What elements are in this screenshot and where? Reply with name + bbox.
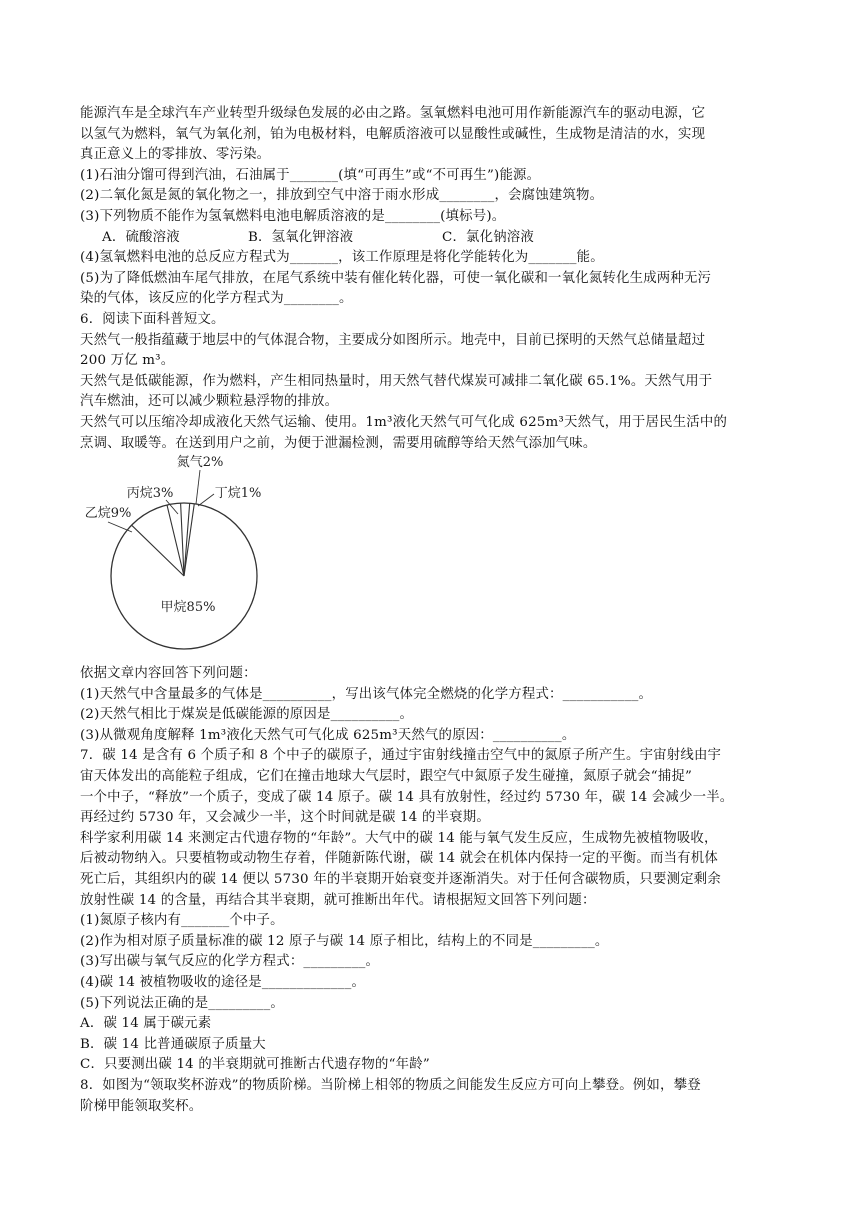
pie-label-乙烷: 乙烷9% bbox=[84, 506, 132, 522]
q7-answer-4: (4)碳 14 被植物吸收的途径是_____________。 bbox=[80, 975, 366, 990]
q7-option-c: C．只要测出碳 14 的半衰期就可推断古代遗存物的“年龄” bbox=[80, 1057, 430, 1073]
q7-option-b: B．碳 14 比普通碳原子质量大 bbox=[80, 1036, 266, 1052]
question-6 bbox=[80, 310, 786, 747]
q6-answer-1: (1)天然气中含量最多的气体是__________，写出该气体完全燃烧的化学方程式：___________。 bbox=[80, 686, 653, 702]
text-line: 死亡后，其组织内的碳 14 便以 5730 年的半衰期开始衰变并逐渐消失。对于任何含碳物质，只要测定剩余 bbox=[80, 872, 721, 888]
pie-leader-line bbox=[198, 494, 214, 506]
document-page bbox=[80, 0, 786, 1117]
question-7 bbox=[80, 746, 786, 1076]
text-line: 7．碳 14 是含有 6 个质子和 8 个中子的碳原子，通过宇宙射线撞击空气中的氮原子所产生。宇宙射线由宇 bbox=[80, 748, 722, 764]
q7-answer-2: (2)作为相对原子质量标准的碳 12 原子与碳 14 原子相比，结构上的不同是_________。 bbox=[80, 933, 609, 949]
text-line: 放射性碳 14 的含量，再结合其半衰期，就可推断出年代。请根据短文回答下列问题： bbox=[80, 892, 596, 908]
natural-gas-pie-chart bbox=[80, 454, 380, 664]
q7-option-a: A．碳 14 属于碳元素 bbox=[80, 1016, 212, 1032]
pie-label-丁烷: 丁烷1% bbox=[214, 486, 262, 502]
pie-leader-line bbox=[196, 470, 200, 504]
option-a: A．硫酸溶液 bbox=[102, 229, 180, 245]
text-line: 汽车燃油，还可以减少颗粒悬浮物的排放。 bbox=[80, 394, 339, 410]
q5-part-1: (1)石油分馏可得到汽油，石油属于_______(填“可再生”或“不可再生”)能源。 bbox=[80, 167, 541, 183]
q5-part-5a: (5)为了降低燃油车尾气排放，在尾气系统中装有催化转化器，可使一氧化碳和一氧化氮转化生成两种无污 bbox=[80, 270, 712, 286]
q7-answer-5: (5)下列说法正确的是_________。 bbox=[80, 995, 284, 1011]
pie-leader-line bbox=[108, 522, 132, 532]
text-line: 天然气是低碳能源，作为燃料，产生相同热量时，用天然气替代煤炭可减排二氧化碳 65.1%。天然气用于 bbox=[80, 373, 713, 389]
question-5-parts bbox=[80, 166, 786, 310]
option-b: B．氢氧化钾溶液 bbox=[248, 229, 354, 245]
question-8 bbox=[80, 1076, 786, 1117]
text-line: 后被动物纳入。只要植物或动物生存着，伴随新陈代谢，碳 14 就会在机体内保持一定的平衡。而当有机体 bbox=[80, 851, 718, 867]
q5-part-4: (4)氢氧燃料电池的总反应方程式为_______，该工作原理是将化学能转化为_______能。 bbox=[80, 250, 604, 266]
pie-label-氮气: 氮气2% bbox=[176, 455, 224, 471]
text-line: 依据文章内容回答下列问题： bbox=[80, 666, 257, 682]
text-line: 真正意义上的零排放、零污染。 bbox=[80, 147, 271, 163]
intro-paragraph bbox=[80, 104, 786, 166]
pie-label-甲烷: 甲烷85% bbox=[160, 600, 216, 616]
text-line: 科学家利用碳 14 来测定古代遗存物的“年龄”。大气中的碳 14 能与氧气发生反应，生成物先被植物吸收， bbox=[80, 830, 718, 846]
q5-part-2: (2)二氧化氮是氮的氧化物之一，排放到空气中溶于雨水形成________，会腐蚀建筑物。 bbox=[80, 188, 604, 204]
text-line: 一个中子，“释放”一个质子，变成了碳 14 原子。碳 14 具有放射性，经过约 5730 年，碳 14 会减少一半。 bbox=[80, 789, 734, 805]
text-line: 再经过约 5730 年，又会减少一半，这个时间就是碳 14 的半衰期。 bbox=[80, 810, 490, 826]
q5-part-5b: 染的气体，该反应的化学方程式为________。 bbox=[80, 291, 353, 307]
text-line: 天然气可以压缩冷却成液化天然气运输、使用。1m³液化天然气可气化成 625m³天然气，用于居民生活中的 bbox=[80, 414, 728, 430]
text-line: 200 万亿 m³。 bbox=[80, 353, 175, 369]
q7-answer-3: (3)写出碳与氧气反应的化学方程式：_________。 bbox=[80, 954, 380, 970]
text-line: 能源汽车是全球汽车产业转型升级绿色发展的必由之路。氢氧燃料电池可用作新能源汽车的驱动电源，它 bbox=[80, 106, 706, 121]
text-line: 以氢气为燃料，氧气为氧化剂，铂为电极材料，电解质溶液可以显酸性或碱性，生成物是清洁的水，实现 bbox=[80, 126, 706, 142]
pie-label-丙烷: 丙烷3% bbox=[126, 486, 174, 502]
q7-answer-1: (1)氮原子核内有_______个中子。 bbox=[80, 913, 284, 929]
text-line: 天然气一般指蕴藏于地层中的气体混合物，主要成分如图所示。地壳中，目前已探明的天然气总储量超过 bbox=[80, 332, 706, 348]
q6-answer-2: (2)天然气相比于煤炭是低碳能源的原因是__________。 bbox=[80, 707, 414, 723]
option-c: C．氯化钠溶液 bbox=[442, 229, 534, 245]
text-line: 宙天体发出的高能粒子组成，它们在撞击地球大气层时，跟空气中氮原子发生碰撞，氮原子就会“捕捉” bbox=[80, 769, 693, 785]
text-line: 8．如图为“领取奖杯游戏”的物质阶梯。当阶梯上相邻的物质之间能发生反应方可向上攀登。例如，攀登 bbox=[80, 1077, 701, 1093]
text-line: 阶梯甲能领取奖杯。 bbox=[80, 1098, 203, 1114]
q5-part-3: (3)下列物质不能作为氢氧燃料电池电解质溶液的是________(填标号)。 bbox=[80, 208, 506, 224]
q5-options bbox=[80, 228, 786, 249]
text-line: 烹调、取暖等。在送到用户之前，为便于泄漏检测，需要用硫醇等给天然气添加气味。 bbox=[80, 435, 597, 451]
pie-svg bbox=[80, 454, 380, 664]
q6-heading: 6．阅读下面科普短文。 bbox=[80, 311, 225, 327]
q6-answer-3: (3)从微观角度解释 1m³液化天然气可气化成 625m³天然气的原因：__________。 bbox=[80, 727, 576, 743]
